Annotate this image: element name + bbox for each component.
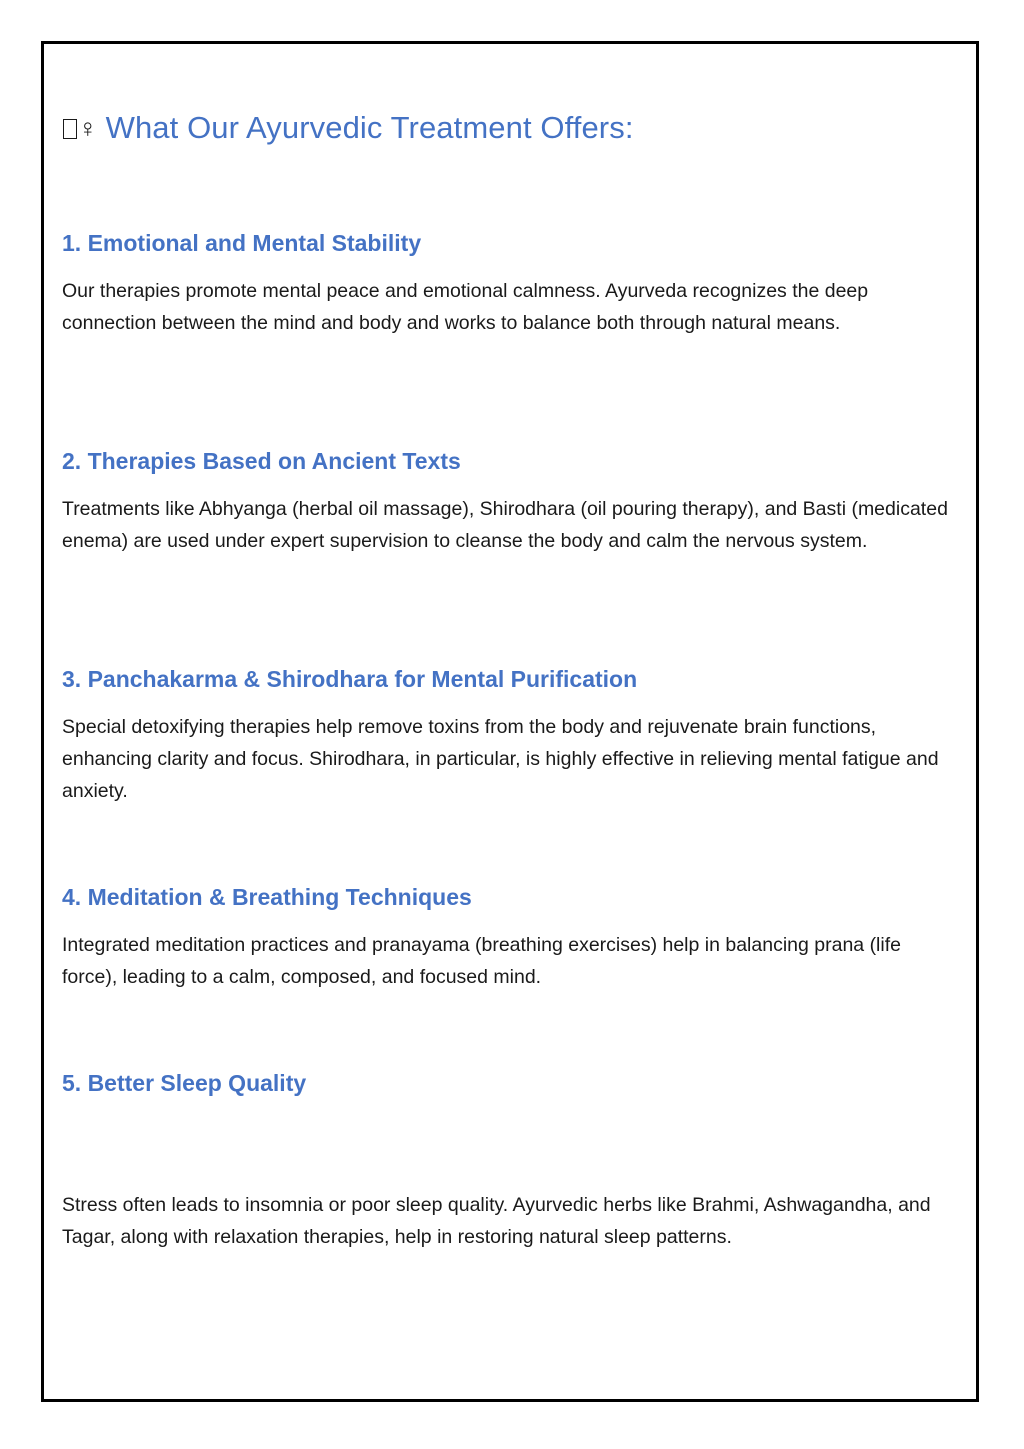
missing-glyph-box	[63, 119, 77, 139]
section-emotional-stability	[62, 228, 952, 339]
section-heading: 4. Meditation & Breathing Techniques	[62, 884, 472, 910]
female-symbol-icon: ♀	[78, 113, 98, 143]
section-heading: 1. Emotional and Mental Stability	[62, 230, 422, 256]
section-body: Integrated meditation practices and pranayama (breathing exercises) help in balancing prana (life force), leading to a calm, composed, and focused mind.	[62, 934, 901, 988]
section-sleep-quality	[62, 1068, 952, 1253]
section-meditation	[62, 882, 952, 993]
section-body: Special detoxifying therapies help remove toxins from the body and rejuvenate brain functions, enhancing clarity and focus. Shirodhara, in particular, is highly effective in relieving mental fatigue and anxiety.	[62, 716, 939, 802]
section-heading: 3. Panchakarma & Shirodhara for Mental Purification	[62, 666, 638, 692]
section-body: Treatments like Abhyanga (herbal oil massage), Shirodhara (oil pouring therapy), and Basti (medicated enema) are used under expert supervision to cleanse the body and calm the nervous system.	[62, 498, 948, 552]
woman-figure-icon	[63, 110, 98, 146]
page-title	[63, 110, 634, 146]
page-title-text: What Our Ayurvedic Treatment Offers:	[105, 110, 634, 145]
section-heading: 5. Better Sleep Quality	[62, 1070, 307, 1096]
section-panchakarma	[62, 664, 952, 807]
section-ancient-texts	[62, 446, 952, 557]
section-body: Stress often leads to insomnia or poor sleep quality. Ayurvedic herbs like Brahmi, Ashwagandha, and Tagar, along with relaxation therapies, help in restoring natural sleep patterns.	[62, 1194, 931, 1248]
section-body: Our therapies promote mental peace and emotional calmness. Ayurveda recognizes the deep connection between the mind and body and works to balance both through natural means.	[62, 280, 869, 334]
section-heading: 2. Therapies Based on Ancient Texts	[62, 448, 461, 474]
